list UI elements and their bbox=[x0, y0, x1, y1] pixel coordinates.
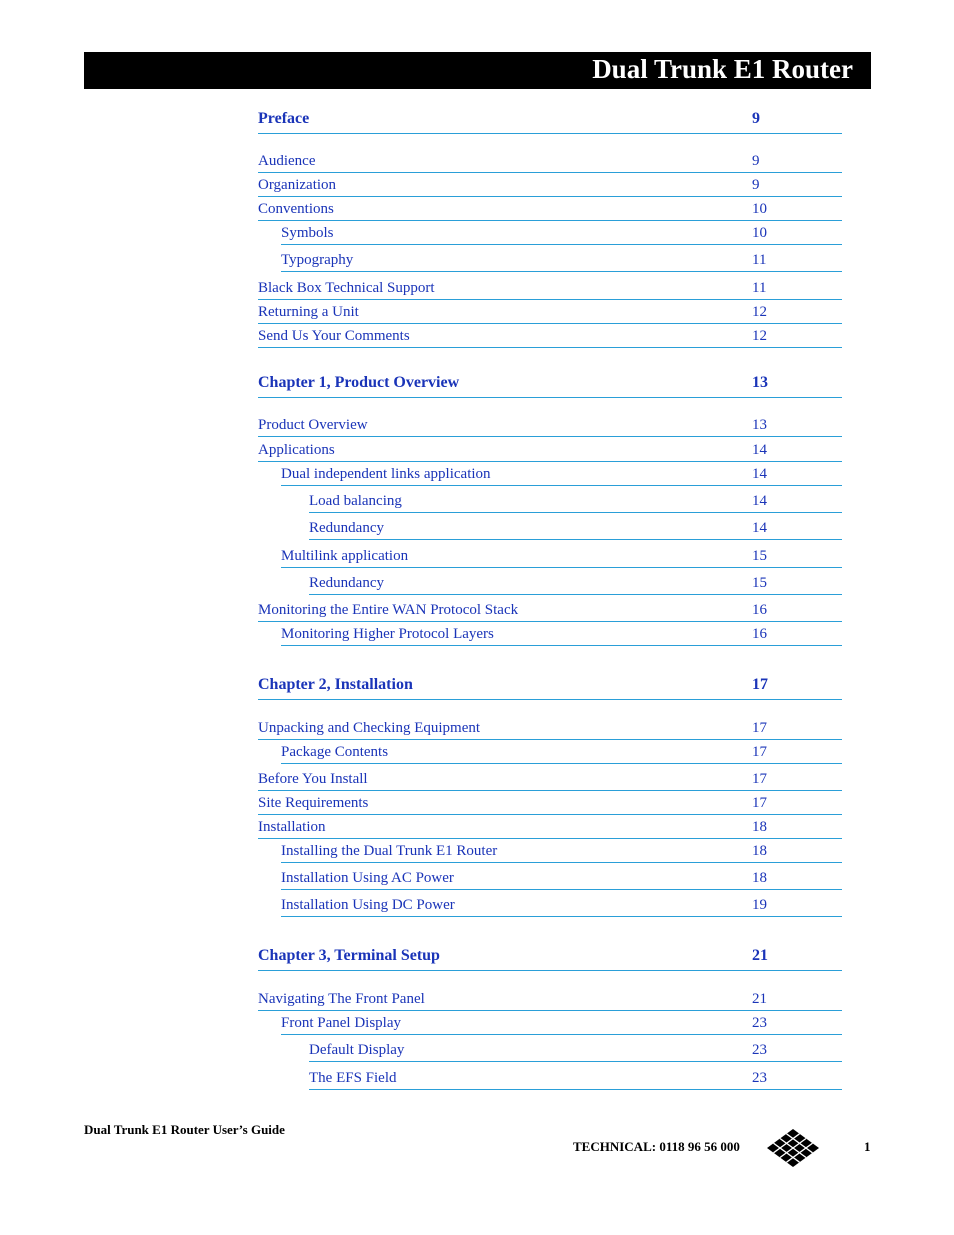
toc-entry-chapter-2[interactable] bbox=[258, 672, 842, 700]
toc-entry-title: Product Overview bbox=[258, 417, 368, 433]
toc-entry-title: The EFS Field bbox=[309, 1070, 397, 1086]
toc-entry-page: 16 bbox=[752, 626, 767, 642]
toc-entry-unpacking[interactable] bbox=[258, 716, 842, 740]
toc-entry-title: Navigating The Front Panel bbox=[258, 991, 425, 1007]
toc-entry-page: 14 bbox=[752, 520, 767, 536]
toc-entry-load-balancing[interactable] bbox=[309, 487, 842, 513]
document-title: Dual Trunk E1 Router bbox=[592, 54, 853, 84]
toc-entry-page: 10 bbox=[752, 225, 767, 241]
toc-entry-title: Conventions bbox=[258, 201, 334, 217]
toc-entry-title: Installing the Dual Trunk E1 Router bbox=[281, 843, 498, 859]
toc-entry-page: 17 bbox=[752, 676, 768, 693]
toc-entry-page: 23 bbox=[752, 1015, 767, 1031]
toc-entry-page: 23 bbox=[752, 1070, 767, 1086]
toc-entry-efs-field[interactable] bbox=[309, 1063, 842, 1090]
toc-entry-product-overview[interactable] bbox=[258, 414, 842, 437]
toc-entry-front-panel-display[interactable] bbox=[281, 1012, 842, 1035]
toc-entry-typography[interactable] bbox=[281, 246, 842, 272]
toc-entry-page: 19 bbox=[752, 897, 767, 913]
toc-entry-title: Package Contents bbox=[281, 744, 389, 760]
toc-entry-title: Preface bbox=[258, 110, 310, 127]
toc-entry-redundancy[interactable] bbox=[309, 514, 842, 540]
toc-entry-page: 18 bbox=[752, 819, 767, 835]
toc-entry-page: 14 bbox=[752, 466, 767, 482]
toc-entry-title: Installation bbox=[258, 819, 326, 835]
toc-entry-installation-ac-power[interactable] bbox=[281, 864, 842, 890]
toc-entry-title: Redundancy bbox=[309, 520, 384, 536]
toc-entry-installation-dc-power[interactable] bbox=[281, 891, 842, 917]
toc-entry-page: 18 bbox=[752, 843, 767, 859]
toc-entry-chapter-1[interactable] bbox=[258, 369, 842, 398]
toc-entry-page: 13 bbox=[752, 374, 768, 391]
toc-entry-installing-router[interactable] bbox=[281, 840, 842, 863]
toc-entry-title: Applications bbox=[258, 442, 335, 458]
toc-entry-page: 11 bbox=[752, 252, 767, 268]
toc-entry-installation[interactable] bbox=[258, 816, 842, 839]
toc-entry-preface[interactable] bbox=[258, 105, 842, 134]
footer-guide-title: Dual Trunk E1 Router User’s Guide bbox=[84, 1122, 285, 1137]
toc-entry-monitoring-higher-layers[interactable] bbox=[281, 623, 842, 646]
toc-entry-conventions[interactable] bbox=[258, 198, 842, 221]
footer-page-number: 1 bbox=[864, 1139, 871, 1154]
toc-entry-title: Monitoring Higher Protocol Layers bbox=[281, 626, 494, 642]
toc-entry-before-you-install[interactable] bbox=[258, 767, 842, 791]
toc-entry-title: Site Requirements bbox=[258, 795, 369, 811]
toc-entry-title: Dual independent links application bbox=[281, 466, 491, 482]
toc-entry-site-requirements[interactable] bbox=[258, 792, 842, 815]
toc-entry-page: 14 bbox=[752, 442, 767, 458]
toc-entry-page: 9 bbox=[752, 177, 760, 193]
toc-entry-returning-a-unit[interactable] bbox=[258, 301, 842, 324]
toc-entry-title: Organization bbox=[258, 177, 337, 193]
toc-entry-page: 10 bbox=[752, 201, 767, 217]
toc-entry-chapter-3[interactable] bbox=[258, 943, 842, 971]
toc-entry-page: 12 bbox=[752, 304, 767, 320]
toc-entry-navigating-front-panel[interactable] bbox=[258, 988, 842, 1011]
toc-entry-package-contents[interactable] bbox=[281, 741, 842, 764]
toc-entry-title: Audience bbox=[258, 153, 316, 169]
toc-entry-title: Black Box Technical Support bbox=[258, 280, 435, 296]
toc-entry-page: 17 bbox=[752, 795, 767, 811]
toc-entry-title: Typography bbox=[281, 252, 354, 268]
toc-entry-title: Before You Install bbox=[258, 771, 368, 787]
toc-entry-send-us-your-comments[interactable] bbox=[258, 325, 842, 348]
toc-entry-title: Send Us Your Comments bbox=[258, 328, 410, 344]
toc-entry-page: 9 bbox=[752, 110, 760, 127]
toc-entry-dual-independent-links[interactable] bbox=[281, 463, 842, 486]
toc-entry-page: 17 bbox=[752, 744, 767, 760]
toc-entry-page: 23 bbox=[752, 1042, 767, 1058]
toc-entry-applications[interactable] bbox=[258, 438, 842, 462]
toc-entry-title: Installation Using DC Power bbox=[281, 897, 455, 913]
toc-entry-title: Front Panel Display bbox=[281, 1015, 401, 1031]
toc-entry-audience[interactable] bbox=[258, 150, 842, 173]
toc-entry-multilink-application[interactable] bbox=[281, 541, 842, 568]
footer-technical-phone: TECHNICAL: 0118 96 56 000 bbox=[573, 1139, 740, 1154]
toc-entry-page: 17 bbox=[752, 720, 767, 736]
toc-entry-black-box-technical-support[interactable] bbox=[258, 276, 842, 300]
toc-entry-title: Default Display bbox=[309, 1042, 405, 1058]
toc-entry-page: 12 bbox=[752, 328, 767, 344]
toc-entry-title: Load balancing bbox=[309, 493, 402, 509]
toc-entry-title: Redundancy bbox=[309, 575, 384, 591]
toc-entry-page: 11 bbox=[752, 280, 767, 296]
toc-entry-default-display[interactable] bbox=[309, 1036, 842, 1062]
toc-entry-title: Symbols bbox=[281, 225, 334, 241]
toc-entry-page: 9 bbox=[752, 153, 760, 169]
toc-entry-organization[interactable] bbox=[258, 174, 842, 197]
toc-entry-page: 21 bbox=[752, 947, 768, 964]
toc-entry-title: Returning a Unit bbox=[258, 304, 359, 320]
toc-entry-page: 18 bbox=[752, 870, 767, 886]
toc-entry-page: 13 bbox=[752, 417, 767, 433]
toc-entry-page: 21 bbox=[752, 991, 767, 1007]
toc-entry-title: Monitoring the Entire WAN Protocol Stack bbox=[258, 602, 519, 618]
toc-entry-title: Chapter 1, Product Overview bbox=[258, 374, 460, 391]
toc-entry-monitoring-wan-stack[interactable] bbox=[258, 598, 842, 622]
toc-entry-symbols[interactable] bbox=[281, 222, 842, 245]
black-box-diamond-logo-icon bbox=[766, 1128, 820, 1168]
toc-entry-page: 16 bbox=[752, 602, 767, 618]
toc-entry-page: 15 bbox=[752, 575, 767, 591]
toc-entry-title: Installation Using AC Power bbox=[281, 870, 454, 886]
toc-entry-page: 14 bbox=[752, 493, 767, 509]
toc-entry-page: 15 bbox=[752, 548, 767, 564]
toc-entry-title: Multilink application bbox=[281, 548, 409, 564]
toc-entry-title: Chapter 2, Installation bbox=[258, 676, 413, 693]
toc-entry-page: 17 bbox=[752, 771, 767, 787]
toc-entry-title: Chapter 3, Terminal Setup bbox=[258, 947, 440, 964]
toc-entry-redundancy-multilink[interactable] bbox=[309, 569, 842, 595]
toc-entry-title: Unpacking and Checking Equipment bbox=[258, 720, 481, 736]
